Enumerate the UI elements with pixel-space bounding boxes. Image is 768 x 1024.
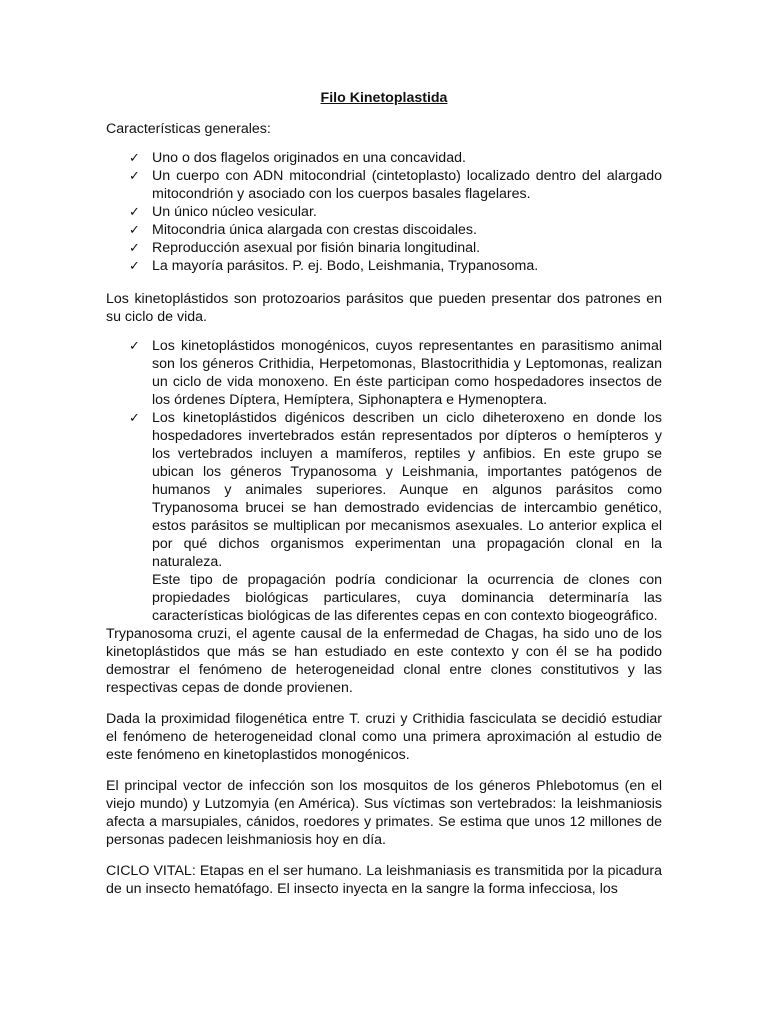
checkmark-icon: ✓ bbox=[129, 240, 140, 255]
list-item: ✓ Reproducción asexual por fisión binaria longitudinal. bbox=[129, 240, 481, 256]
checkmark-icon: ✓ bbox=[129, 410, 140, 425]
list-item: ✓ Los kinetoplástidos monogénicos, cuyos representantes en parasitismo animal son los géneros Crithidia, Herpetomonas, Blastocrithidia y Leptomonas, realizan un ciclo de vida monoxeno. En éste participan como hospedadores insectos de los órdenes Díptera, Hemíptera, Siphonaptera e Hymenoptera. bbox=[129, 338, 662, 408]
paragraph-ciclo-vital: CICLO VITAL: Etapas en el ser humano. La leishmaniasis es transmitida por la picadura de un insecto hematófago. El insecto inyecta en la sangre la forma infecciosa, los bbox=[106, 863, 662, 897]
paragraph-vector: El principal vector de infección son los mosquitos de los géneros Phlebotomus (en el viejo mundo) y Lutzomyia (en América). Sus víctimas son vertebrados: la leishmaniosis afecta a marsupiales, cánidos, roedores y primates. Se estima que unos 12 millones de personas padecen leishmaniosis hoy en día. bbox=[106, 778, 662, 848]
list-item: ✓ Uno o dos flagelos originados en una concavidad. bbox=[129, 150, 466, 166]
list-item: ✓ La mayoría parásitos. P. ej. Bodo, Leishmania, Trypanosoma. bbox=[129, 258, 539, 274]
intro-paragraph: Los kinetoplástidos son protozoarios parásitos que pueden presentar dos patrones en su ciclo de vida. bbox=[106, 291, 662, 325]
paragraph-crithidia: Dada la proximidad filogenética entre T. cruzi y Crithidia fasciculata se decidió estudiar el fenómeno de heterogeneidad clonal como una primera aproximación al estudio de este fenómeno en kinetoplastidos monogénicos. bbox=[106, 711, 662, 763]
paragraph-cruzi: Trypanosoma cruzi, el agente causal de la enfermedad de Chagas, ha sido uno de los kinetoplástidos que más se han estudiado en este contexto y con él se ha podido demostrar el fenómeno de heterogeneidad clonal entre clones constitutivos y las respectivas cepas de donde provienen. bbox=[106, 626, 662, 696]
list-item: ✓ Mitocondria única alargada con crestas discoidales. bbox=[129, 222, 477, 238]
checkmark-icon: ✓ bbox=[129, 338, 140, 353]
checkmark-icon: ✓ bbox=[129, 222, 140, 237]
general-list bbox=[128, 149, 662, 275]
checkmark-icon: ✓ bbox=[129, 150, 140, 165]
page-title: Filo Kinetoplastida bbox=[320, 90, 448, 106]
checkmark-icon: ✓ bbox=[129, 168, 140, 183]
list-item: ✓ Un cuerpo con ADN mitocondrial (cintetoplasto) localizado dentro del alargado mitocondrión y asociado con los cuerpos basales flagelares. bbox=[129, 168, 662, 202]
list-item: ✓ Los kinetoplástidos digénicos describen un ciclo diheteroxeno en donde los hospedadores invertebrados están representados por dípteros o hemípteros y los vertebrados incluyen a mamíferos, reptiles y anfibios. En este grupo se ubican los géneros Trypanosoma y Leishmania, importantes patógenos de humanos y animales superiores. Aunque en algunos parásitos como Trypanosoma brucei se han demostrado evidencias de intercambio genético, estos parásitos se multiplican por mecanismos asexuales. Lo anterior explica el por qué dichos organismos experimentan una propagación clonal en la naturaleza. Este tipo de propagación podría condicionar la ocurrencia de clones con propiedades biológicas particulares, cuya dominancia determinaría las características biológicas de las diferentes cepas en con contexto biogeográfico. bbox=[129, 410, 662, 624]
checkmark-icon: ✓ bbox=[129, 204, 140, 219]
checkmark-icon: ✓ bbox=[129, 258, 140, 273]
list-item: ✓ Un único núcleo vesicular. bbox=[129, 204, 317, 220]
pattern-list bbox=[128, 337, 662, 625]
list-item-continuation: Este tipo de propagación podría condicionar la ocurrencia de clones con propiedades biológicas particulares, cuya dominancia determinaría las características biológicas de las diferentes cepas en con contexto biogeográfico. bbox=[152, 572, 662, 624]
general-heading: Características generales: bbox=[106, 121, 271, 137]
